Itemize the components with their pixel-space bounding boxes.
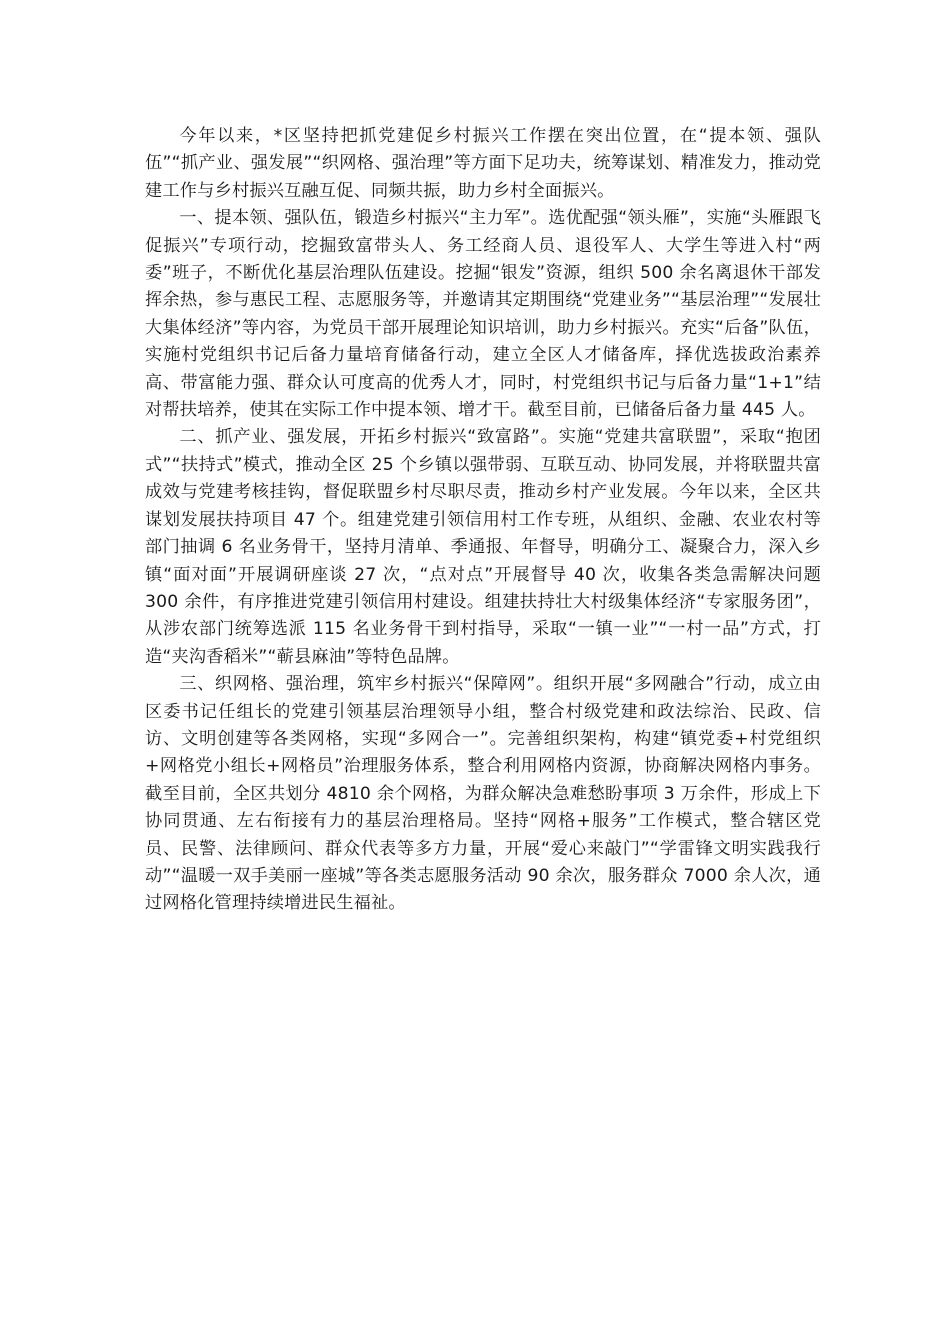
section-three-paragraph: 三、织网格、强治理，筑牢乡村振兴“保障网”。组织开展“多网融合”行动，成立由区委书记任组长的党建引领基层治理领导小组，整合村级党建和政法综治、民政、信访、文明创建等各类网格，实现“多网合一”。完善组织架构，构建“镇党委+村党组织+网格党小组长+网格员”治理服务体系，整合利用网格内资源，协商解决网格内事务。截至目前，全区共划分 4810 余个网格，为群众解决急难愁盼事项 3 万余件，形成上下协同贯通、左右衔接有力的基层治理格局。坚持“网格+服务”工作模式，整合辖区党员、民警、法律顾问、群众代表等多方力量，开展“爱心来敲门”“学雷锋文明实践我行动”“温暖一双手美丽一座城”等各类志愿服务活动 90 余次，服务群众 7000 余人次，通过网格化管理持续增进民生福祉。 xyxy=(145,674,821,914)
section-one-paragraph: 一、提本领、强队伍，锻造乡村振兴“主力军”。选优配强“领头雁”，实施“头雁跟飞促振兴”专项行动，挖掘致富带头人、务工经商人员、退役军人、大学生等进入村“两委”班子，不断优化基层治理队伍建设。挖掘“银发”资源，组织 500 余名离退休干部发挥余热，参与惠民工程、志愿服务等，并邀请其定期围绕“党建业务”“基层治理”“发展壮大集体经济”等内容，为党员干部开展理论知识培训，助力乡村振兴。充实“后备”队伍，实施村党组织书记后备力量培育储备行动，建立全区人才储备库，择优选拔政治素养高、带富能力强、群众认可度高的优秀人才，同时，村党组织书记与后备力量“1+1”结对帮扶培养，使其在实际工作中提本领、增才干。截至目前，已储备后备力量 445 人。 xyxy=(145,208,821,421)
intro-paragraph: 今年以来，*区坚持把抓党建促乡村振兴工作摆在突出位置，在“提本领、强队伍”“抓产业、强发展”“织网格、强治理”等方面下足功夫，统筹谋划、精准发力，推动党建工作与乡村振兴互融互促、同频共振，助力乡村全面振兴。 xyxy=(145,126,821,201)
document-body xyxy=(145,123,821,918)
section-two-paragraph: 二、抓产业、强发展，开拓乡村振兴“致富路”。实施“党建共富联盟”，采取“抱团式”“扶持式”模式，推动全区 25 个乡镇以强带弱、互联互动、协同发展，并将联盟共富成效与党建考核挂钩，督促联盟乡村尽职尽责，推动乡村产业发展。今年以来，全区共谋划发展扶持项目 47 个。组建党建引领信用村工作专班，从组织、金融、农业农村等部门抽调 6 名业务骨干，坚持月清单、季通报、年督导，明确分工、凝聚合力，深入乡镇“面对面”开展调研座谈 27 次，“点对点”开展督导 40 次，收集各类急需解决问题 300 余件，有序推进党建引领信用村建设。组建扶持壮大村级集体经济“专家服务团”，从涉农部门统筹选派 115 名业务骨干到村指导，采取“一镇一业”“一村一品”方式，打造“夹沟香稻米”“蕲县麻油”等特色品牌。 xyxy=(145,427,821,667)
